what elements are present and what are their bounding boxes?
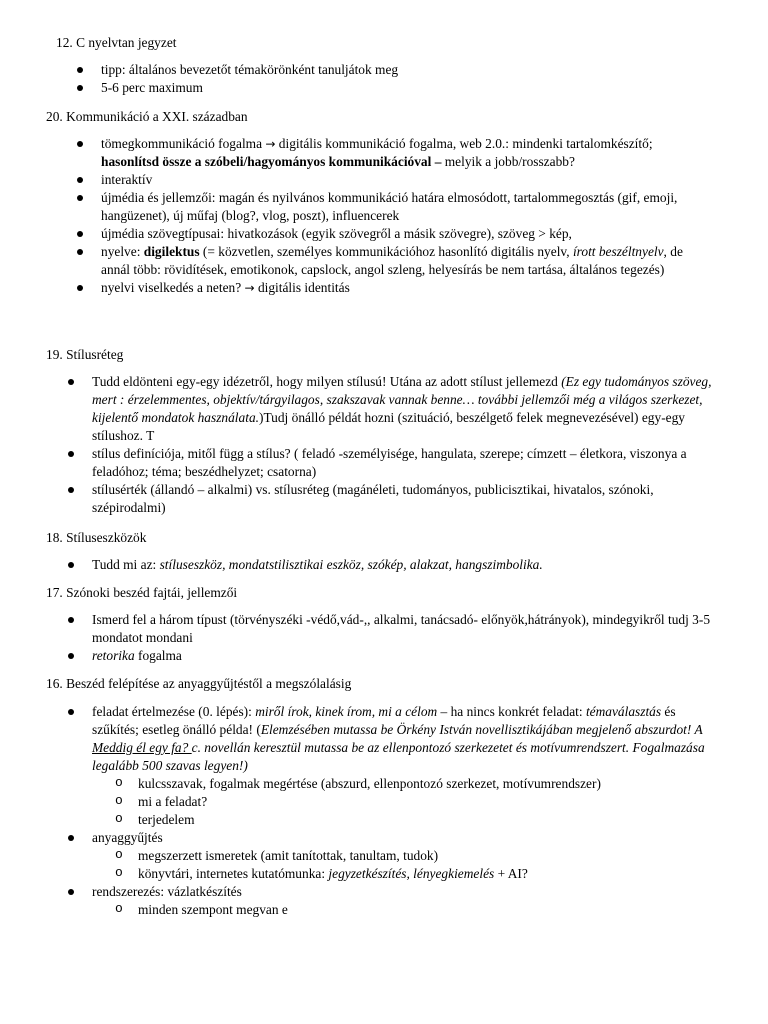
- sublist-item: o megszerzett ismeretek (amit tanítottak, tanultam, tudok): [138, 847, 710, 865]
- section-17-list: [92, 611, 712, 665]
- list-item: 5-6 perc maximum: [101, 79, 741, 97]
- list-item: nyelvi viselkedés a neten? → digitális identitás: [101, 279, 701, 297]
- list-item: Tudd mi az: stíluseszköz, mondatstilisztikai eszköz, szókép, alakzat, hangszimbolika.: [92, 556, 724, 574]
- sublist: [138, 847, 710, 883]
- section-19-list: [92, 373, 724, 517]
- list-item: feladat értelmezése (0. lépés): miről írok, kinek írom, mi a célom – ha nincs konkrét feladat: témaválasztás és szűkítés; esetleg önálló példa! (Elemzésében mutassa be Örkény István novellisztikájában megjelenő abszurdot! A Meddig él egy fa? c. novellán keresztül mutassa be az ellenpontozó szerkezetet és motívumrendszert. Fogalmazása legalább 500 szavas legyen!) o kulcsszavak, fogalmak megértése (abszurd, ellenpontozó szerkezet, motívumrendszer) o mi a feladat? o terjedelem: [92, 703, 710, 829]
- list-item: rendszerezés: vázlatkészítés o minden szempont megvan e: [92, 883, 710, 919]
- section-17-heading: 17. Szónoki beszéd fajtái, jellemzői: [46, 585, 238, 600]
- list-item: Tudd eldönteni egy-egy idézetről, hogy milyen stílusú! Utána az adott stílust jellemezd (Ez egy tudományos szöveg, mert : érzelemmentes, objektív/tárgyilagos, szakszavak vannak benne… további jellemzői még a világos szerkezet, kijelentő mondatok használata.)Tudj önálló példát hozni (szituáció, beszélgető felek megnevezésével) egy-egy stílushoz. T: [92, 373, 724, 445]
- section-19-heading: 19. Stílusréteg: [46, 347, 124, 362]
- list-item: nyelve: digilektus (= közvetlen, személyes kommunikációhoz hasonlító digitális nyelv, írott beszéltnyelv, de annál több: rövidítések, emotikonok, capslock, angol szleng, helyesírás be nem tartása, általános tegezés): [101, 243, 701, 279]
- sublist-item: o könyvtári, internetes kutatómunka: jegyzetkészítés, lényegkiemelés + AI?: [138, 865, 710, 883]
- list-item: újmédia és jellemzői: magán és nyilvános kommunikáció határa elmosódott, tartalommegosztás (gif, emoji, hangüzenet), új műfaj (blog?, vlog, poszt), influencerek: [101, 189, 701, 225]
- section-16-list: [92, 703, 710, 919]
- sublist: [138, 901, 710, 919]
- arrow-right-icon: →: [265, 137, 276, 151]
- list-item: retorika fogalma: [92, 647, 712, 665]
- sublist-item: o mi a feladat?: [138, 793, 710, 811]
- sublist-item: o kulcsszavak, fogalmak megértése (abszurd, ellenpontozó szerkezet, motívumrendszer): [138, 775, 710, 793]
- list-item: stílus definíciója, mitől függ a stílus? ( feladó -személyisége, hangulata, szerepe; címzett – életkora, viszonya a feladóhoz; téma; beszédhelyzet; csatorna): [92, 445, 724, 481]
- list-item: interaktív: [101, 171, 701, 189]
- sublist-item: o minden szempont megvan e: [138, 901, 710, 919]
- arrow-right-icon: →: [244, 281, 255, 295]
- sublist-item: o terjedelem: [138, 811, 710, 829]
- section-12-list: [101, 61, 741, 97]
- section-18-list: [92, 556, 724, 574]
- section-20-list: [101, 135, 701, 297]
- sublist: [138, 775, 710, 829]
- list-item: stílusérték (állandó – alkalmi) vs. stílusréteg (magánéleti, tudományos, publicisztikai, hivatalos, szónoki, szépirodalmi): [92, 481, 724, 517]
- list-item: anyaggyűjtés o megszerzett ismeretek (amit tanítottak, tanultam, tudok) o könyvtári, internetes kutatómunka: jegyzetkészítés, lényegkiemelés + AI?: [92, 829, 710, 883]
- section-12-heading: 12. C nyelvtan jegyzet: [56, 35, 177, 50]
- list-item: tömegkommunikáció fogalma → digitális kommunikáció fogalma, web 2.0.: mindenki tartalomkészítő; hasonlítsd össze a szóbeli/hagyományos kommunikációval – melyik a jobb/rosszabb?: [101, 135, 701, 171]
- list-item: tipp: általános bevezetőt témakörönként tanuljátok meg: [101, 61, 741, 79]
- list-item: újmédia szövegtípusai: hivatkozások (egyik szövegről a másik szövegre), szöveg > kép,: [101, 225, 701, 243]
- section-16-heading: 16. Beszéd felépítése az anyaggyűjtéstől a megszólalásig: [46, 676, 352, 691]
- list-item: Ismerd fel a három típust (törvényszéki -védő,vád-,, alkalmi, tanácsadó- előnyök,hátrányok), mindegyikről tudj 3-5 mondatot mondani: [92, 612, 711, 645]
- section-18-heading: 18. Stíluseszközök: [46, 530, 147, 545]
- section-20-heading: 20. Kommunikáció a XXI. században: [46, 109, 248, 124]
